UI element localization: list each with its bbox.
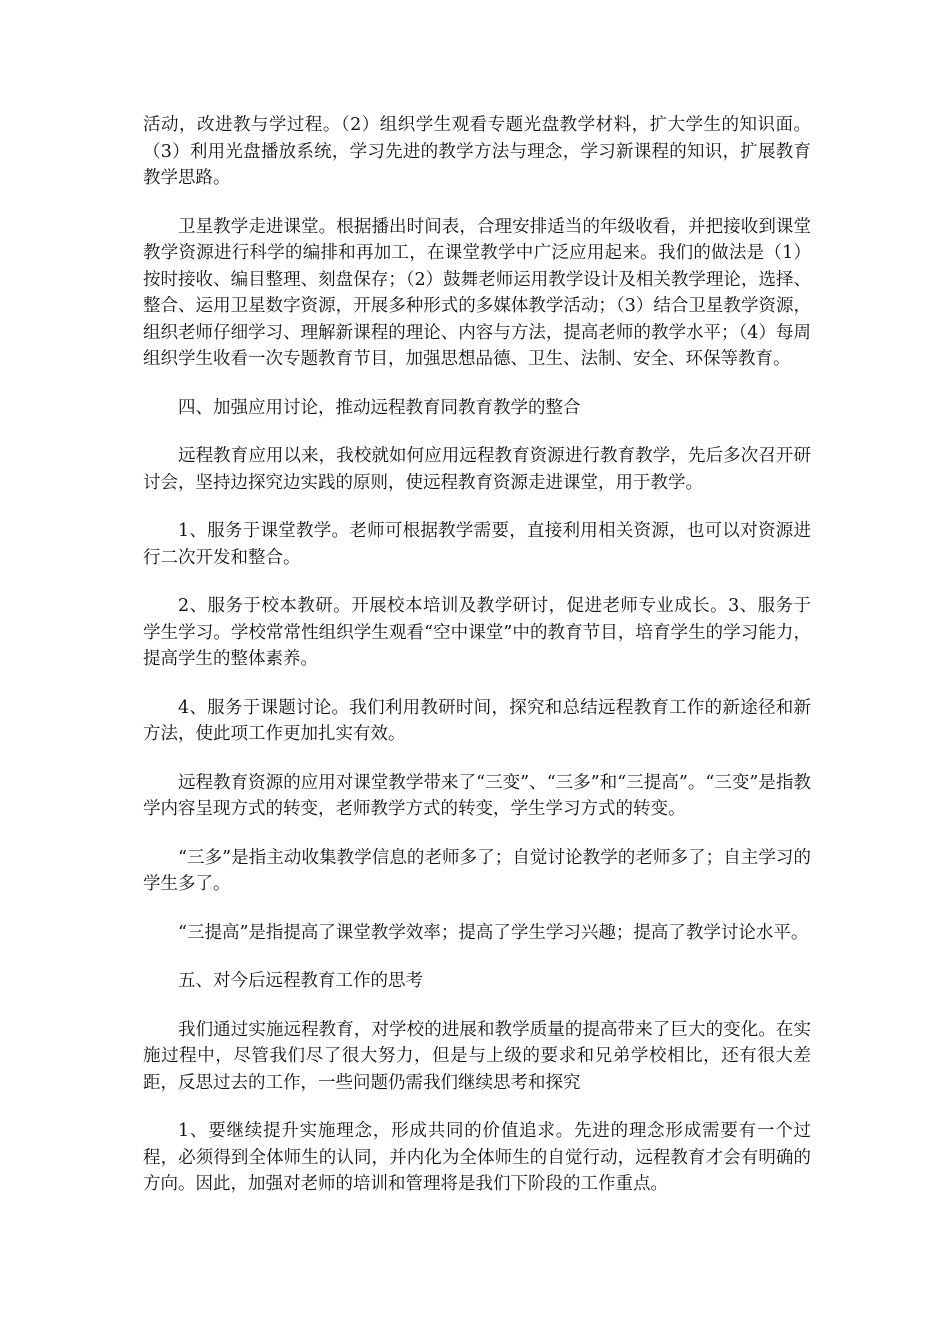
paragraph-application-research: 远程教育应用以来，我校就如何应用远程教育资源进行教育教学，先后多次召开研讨会，坚持边探究边实践的原则，使远程教育资源走进课堂，用于教学。 bbox=[143, 446, 811, 493]
document-body bbox=[143, 112, 811, 1220]
section-heading-five: 五、对今后远程教育工作的思考 bbox=[178, 971, 423, 991]
paragraph-three-changes: 远程教育资源的应用对课堂教学带来了“三变”、“三多”和“三提高”。“三变”是指教学内容呈现方式的转变，老师教学方式的转变，学生学习方式的转变。 bbox=[143, 772, 811, 819]
section-heading-four: 四、加强应用讨论，推动远程教育同教育教学的整合 bbox=[178, 397, 581, 418]
paragraph-continuation: 活动，改进教与学过程。（2）组织学生观看专题光盘教学材料，扩大学生的知识面。（3）利用光盘播放系统，学习先进的教学方法与理念，学习新课程的知识，扩展教育教学思路。 bbox=[143, 115, 811, 188]
paragraph-three-mores: “三多”是指主动收集教学信息的老师多了；自觉讨论教学的老师多了；自主学习的学生多了。 bbox=[143, 847, 811, 894]
paragraph-satellite-teaching: 卫星教学走进课堂。根据播出时间表，合理安排适当的年级收看，并把接收到课堂教学资源进行科学的编排和再加工，在课堂教学中广泛应用起来。我们的做法是（1）按时接收、编目整理、刻盘保存；（2）鼓舞老师运用教学设计及相关教学理论，选择、整合、运用卫星数字资源，开展多种形式的多媒体教学活动；（3）结合卫星教学资源，组织老师仔细学习、理解新课程的理论、内容与方法，提高老师的教学水平；（4）每周组织学生收看一次专题教育节目，加强思想品德、卫生、法制、安全、环保等教育。 bbox=[143, 216, 811, 369]
paragraph-reflection: 我们通过实施远程教育，对学校的进展和教学质量的提高带来了巨大的变化。在实施过程中，尽管我们尽了很大努力，但是与上级的要求和兄弟学校相比，还有很大差距，反思过去的工作，一些问题仍需我们继续思考和探究 bbox=[143, 1019, 811, 1093]
paragraph-three-improvements: “三提高”是指提高了课堂教学效率；提高了学生学习兴趣；提高了教学讨论水平。 bbox=[178, 922, 809, 943]
list-item-classroom-teaching: 1、服务于课堂教学。老师可根据教学需要，直接利用相关资源，也可以对资源进行二次开发和整合。 bbox=[143, 521, 811, 568]
list-item-improve-concepts: 1、要继续提升实施理念，形成共同的价值追求。先进的理念形成需要有一个过程，必须得到全体师生的认同，并内化为全体师生的自觉行动，远程教育才会有明确的方向。因此，加强对老师的培训和管理将是我们下阶段的工作重点。 bbox=[143, 1121, 811, 1194]
list-item-school-research: 2、服务于校本教研。开展校本培训及教学研讨，促进老师专业成长。3、服务于学生学习。学校常常性组织学生观看“空中课堂”中的教育节目，培育学生的学习能力，提高学生的整体素养。 bbox=[143, 596, 811, 669]
list-item-topic-discussion: 4、服务于课题讨论。我们利用教研时间，探究和总结远程教育工作的新途径和新方法，使此项工作更加扎实有效。 bbox=[143, 697, 811, 744]
